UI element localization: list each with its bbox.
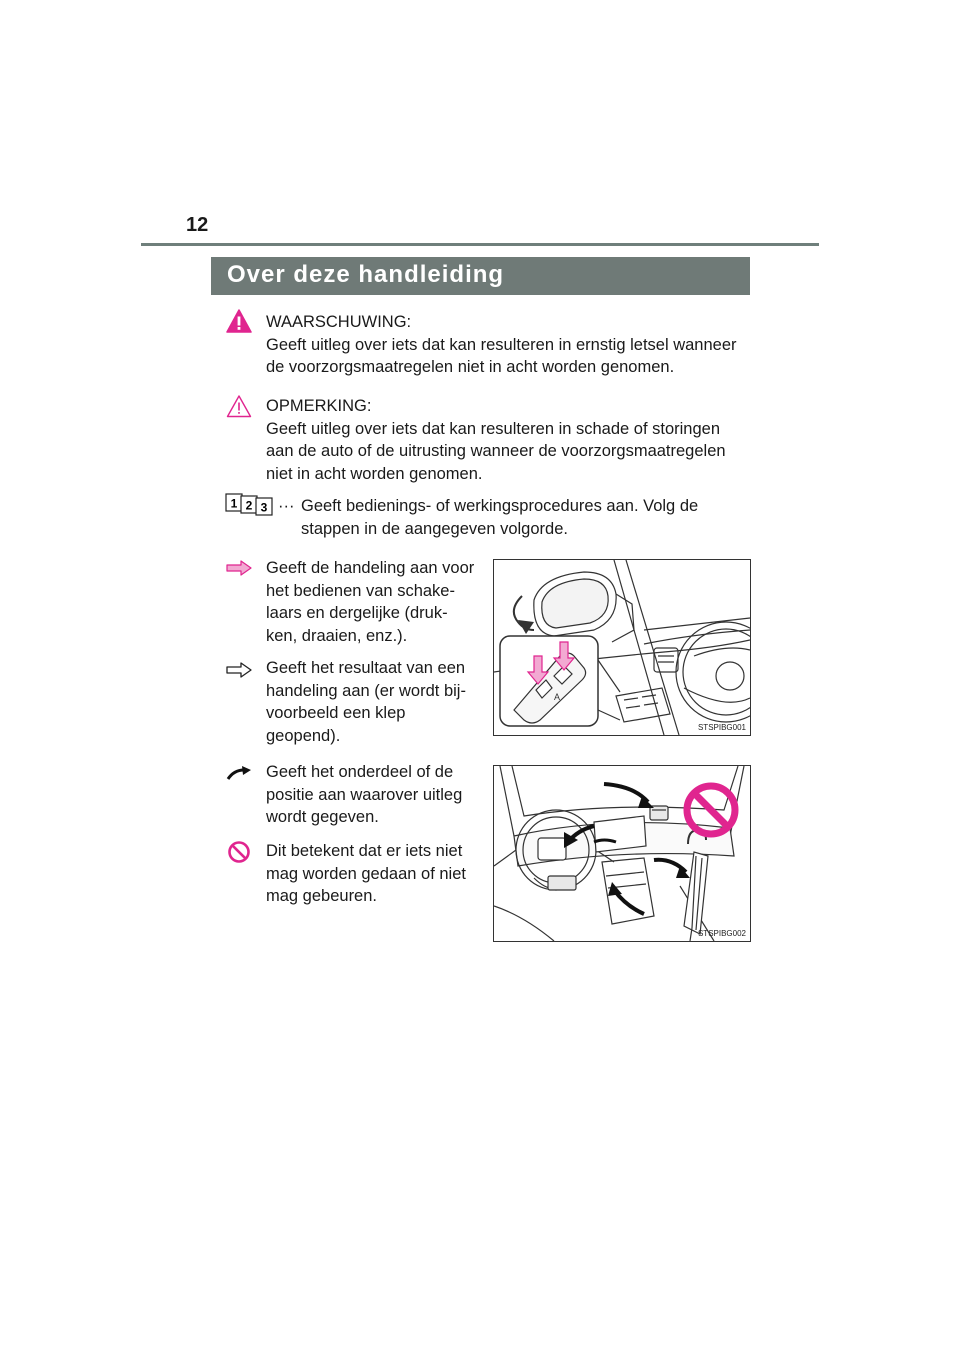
- prohibit-text-line: mag gebeuren.: [266, 887, 377, 905]
- dashboard-drawing: [494, 766, 750, 941]
- figure-code: STSPIBG001: [697, 723, 746, 732]
- section-title: Over deze handleiding: [227, 261, 505, 288]
- result-arrow-icon: [226, 662, 252, 678]
- result-text-line: voorbeeld een klep: [266, 704, 406, 722]
- prohibit-text-line: Dit betekent dat er iets niet: [266, 842, 463, 860]
- warning-label: WAARSCHUWING:: [266, 313, 412, 331]
- steps-text-line: Geeft bedienings- of werkingsprocedures aan. Volg de: [301, 497, 699, 515]
- notice-text-line: aan de auto of de uitrusting wanneer de voorzorgsmaatregelen: [266, 442, 726, 460]
- pointer-text-line: Geeft het onderdeel of de: [266, 763, 454, 781]
- mirror-switch-illustration: [493, 559, 751, 736]
- figure-code: STSPIBG002: [697, 929, 746, 938]
- result-text-line: geopend).: [266, 726, 341, 745]
- step-number-1: 1: [230, 496, 238, 511]
- pointer-arrow-icon: [226, 765, 252, 781]
- notice-text-line: Geeft uitleg over iets dat kan resulteren in schade of storingen: [266, 419, 721, 438]
- step-numbers-icon: [225, 492, 275, 516]
- result-text-line: Geeft het resultaat van een: [266, 659, 466, 677]
- mirror-switch-drawing: [494, 560, 750, 735]
- step-number-2: 2: [245, 498, 253, 513]
- action-text-line: het bedienen van schake-: [266, 581, 455, 600]
- warning-filled-icon: [226, 309, 252, 333]
- step-number-3: 3: [260, 500, 268, 515]
- prohibit-text-line: mag worden gedaan of niet: [266, 864, 466, 883]
- pointer-item: [266, 761, 481, 829]
- warning-text-line: Geeft uitleg over iets dat kan resulteren in ernstig letsel wanneer: [266, 335, 737, 354]
- pointer-text-line: wordt gegeven.: [266, 808, 379, 826]
- svg-text:A: A: [554, 692, 561, 702]
- steps-text-line: stappen in de aangegeven volgorde.: [301, 519, 568, 538]
- prohibit-item: [266, 840, 481, 908]
- dashboard-illustration: [493, 765, 751, 942]
- section-header: [211, 257, 750, 295]
- result-item: [266, 657, 481, 747]
- notice-label: OPMERKING:: [266, 397, 372, 415]
- action-item: [266, 557, 481, 647]
- header-rule: [141, 243, 819, 246]
- notice-item: [266, 395, 748, 485]
- warning-outline-icon: [226, 394, 252, 418]
- warning-text-line: de voorzorgsmaatregelen niet in acht worden genomen.: [266, 358, 675, 376]
- notice-text-line: niet in acht worden genomen.: [266, 464, 483, 483]
- action-arrow-icon: [226, 560, 252, 576]
- warning-item: [266, 311, 748, 379]
- pointer-text-line: positie aan waarover uitleg: [266, 785, 463, 804]
- result-text-line: handeling aan (er wordt bij-: [266, 681, 466, 700]
- steps-dots: ···: [278, 497, 295, 515]
- action-text-line: laars en dergelijke (druk-: [266, 604, 448, 622]
- prohibition-icon: [227, 840, 251, 864]
- steps-item: [301, 495, 748, 540]
- action-text-line: Geeft de handeling aan voor: [266, 559, 475, 577]
- action-text-line: ken, draaien, enz.).: [266, 626, 408, 645]
- page-number: 12: [186, 214, 209, 236]
